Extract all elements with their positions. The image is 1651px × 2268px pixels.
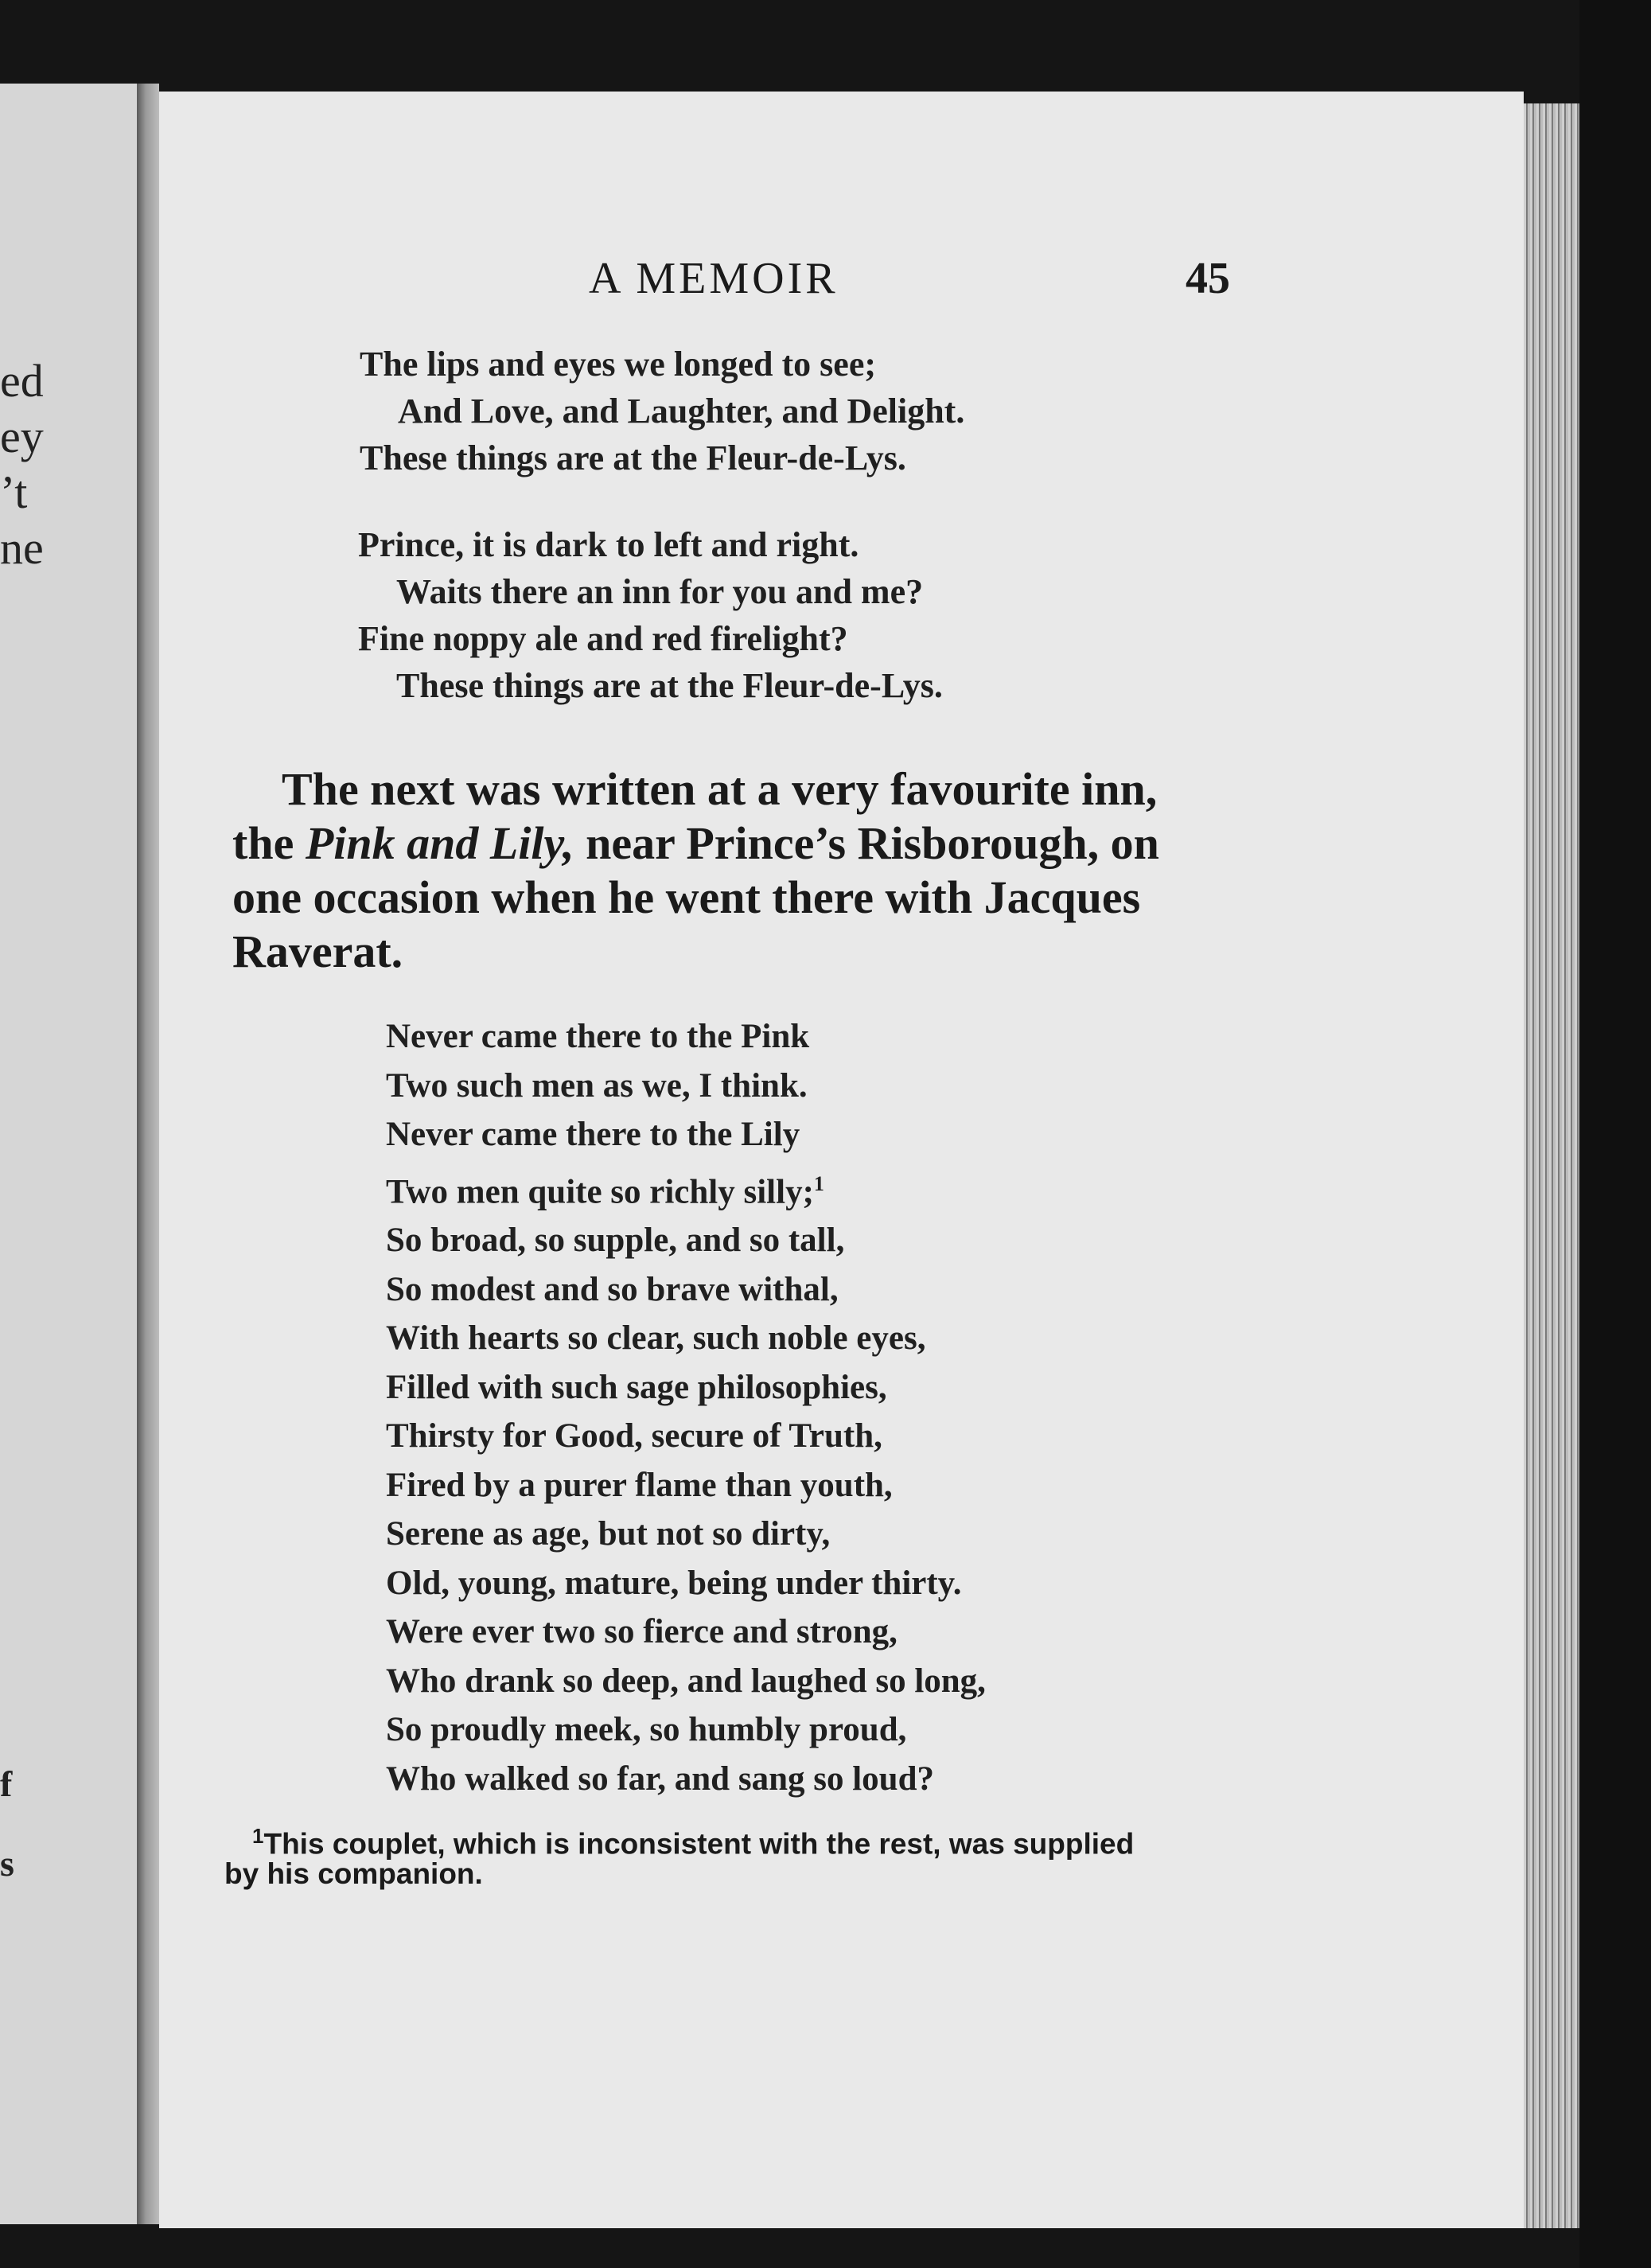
poem-stanza: [358, 521, 943, 709]
page-stack-edge: [1524, 103, 1579, 2228]
poem-stanza: [360, 341, 964, 481]
poem-line: These things are at the Fleur-de-Lys.: [396, 666, 943, 705]
poem-line: So modest and so brave withal,: [386, 1270, 839, 1308]
poem-line: Were ever two so fierce and strong,: [386, 1613, 898, 1651]
facing-page-fragment: ey: [0, 411, 44, 462]
inn-name: Pink and Lily,: [305, 817, 574, 869]
footnote-reference[interactable]: 1: [813, 1171, 824, 1195]
prose-line: the Pink and Lily, near Prince’s Risborough, on: [232, 817, 1159, 869]
poem-main: [386, 1012, 986, 1803]
poem-line: So proudly meek, so humbly proud,: [386, 1711, 907, 1749]
facing-page-fragment: ’t: [0, 466, 28, 518]
running-header: A MEMOIR: [589, 254, 839, 303]
footnote-line: $^1$This couplet, which is inconsistent with the rest, was supplied: [252, 1824, 1135, 1861]
poem-line: Old, young, mature, being under thirty.: [386, 1564, 962, 1602]
facing-page-fragment: ne: [0, 522, 44, 574]
poem-line: Never came there to the Pink: [386, 1018, 810, 1055]
facing-page-mark: f: [0, 1763, 13, 1804]
poem-line: So broad, so supple, and so tall,: [386, 1222, 845, 1260]
poem-line: Fired by a purer flame than youth,: [386, 1466, 893, 1504]
facing-page-edge: [0, 84, 145, 2224]
poem-line: Fine noppy ale and red firelight?: [358, 619, 848, 658]
poem-line: Two men quite so richly silly;$^1$: [386, 1171, 824, 1210]
prose-paragraph: [232, 762, 1227, 979]
book-gutter: [137, 84, 159, 2224]
poem-line: These things are at the Fleur-de-Lys.: [360, 438, 906, 477]
prose-line: one occasion when he went there with Jacques: [232, 871, 1141, 923]
poem-line: Filled with such sage philosophies,: [386, 1368, 887, 1406]
footnote-line: by his companion.: [224, 1857, 483, 1891]
poem-line: Who drank so deep, and laughed so long,: [386, 1662, 986, 1700]
footnote-marker: 1: [252, 1824, 264, 1848]
footnote: [224, 1821, 1227, 1889]
poem-line: Waits there an inn for you and me?: [396, 572, 924, 611]
poem-line: Never came there to the Lily: [386, 1116, 800, 1153]
prose-line: The next was written at a very favourite inn,: [282, 763, 1158, 815]
poem-line: And Love, and Laughter, and Delight.: [398, 392, 965, 431]
facing-page-mark: s: [0, 1843, 14, 1884]
poem-line: Who walked so far, and sang so loud?: [386, 1759, 935, 1798]
page-number: 45: [1186, 254, 1230, 303]
poem-line: Thirsty for Good, secure of Truth,: [386, 1417, 882, 1455]
prose-line: Raverat.: [232, 926, 403, 977]
facing-page-fragment: ed: [0, 355, 44, 407]
scan-background: [1579, 0, 1651, 2268]
poem-line: Two such men as we, I think.: [386, 1066, 808, 1105]
poem-line: With hearts so clear, such noble eyes,: [386, 1319, 926, 1358]
poem-line: Prince, it is dark to left and right.: [358, 525, 859, 564]
poem-line: Serene as age, but not so dirty,: [386, 1515, 831, 1553]
poem-line: The lips and eyes we longed to see;: [360, 345, 876, 384]
